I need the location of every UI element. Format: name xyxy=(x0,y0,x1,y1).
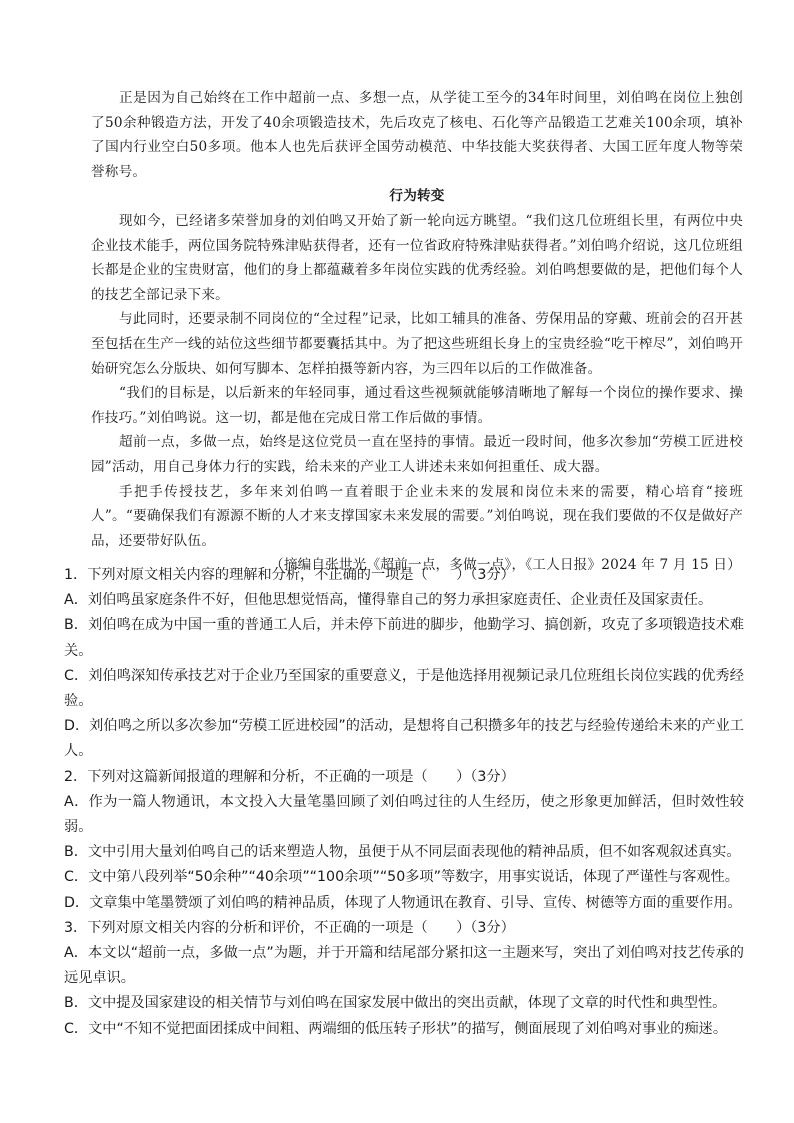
question-option: A．作为一篇人物通讯，本文投入大量笔墨回顾了刘伯鸣过往的人生经历，使之形象更加鲜活，但时效性较弱。 xyxy=(64,793,744,836)
question-option: B．刘伯鸣在成为中国一重的普通工人后，并未停下前进的脚步，他勤学习、搞创新，攻克了多项锻造技术难关。 xyxy=(64,617,744,659)
section-subheading: 行为转变 xyxy=(389,188,445,205)
article-paragraph: 手把手传授技艺，多年来刘伯鸣一直着眼于企业未来的发展和岗位未来的需要，精心培育“接班人”。“要确保我们有源源不断的人才来支撑国家未来发展的需要。”刘伯鸣说，现在我们要做的不仅是做好产品，还要带好队伍。 xyxy=(91,483,743,549)
question-option: A．刘伯鸣虽家庭条件不好，但他思想觉悟高，懂得靠自己的努力承担家庭责任、企业责任及国家责任。 xyxy=(64,592,713,609)
article-paragraph: 超前一点，多做一点，始终是这位党员一直在坚持的事情。最近一段时间，他多次参加“劳模工匠进校园”活动，用自己身体力行的实践，给未来的产业工人讲述未来如何担重任、成大器。 xyxy=(91,434,743,475)
question-option: C．刘伯鸣深知传承技艺对于企业乃至国家的重要意义，于是他选择用视频记录几位班组长岗位实践的优秀经验。 xyxy=(64,667,744,710)
article-section xyxy=(91,86,743,578)
question-option: D．文章集中笔墨赞颂了刘伯鸣的精神品质，体现了人物通讯在教育、引导、宣传、树德等方面的重要作用。 xyxy=(64,894,742,911)
article-source: （摘编自张世光《超前一点，多做一点》，《工人日报》2024 年 7 月 15 日） xyxy=(270,557,741,574)
questions-section xyxy=(64,563,744,1042)
question-option: B．文中提及国家建设的相关情节与刘伯鸣在国家发展中做出的突出贡献，体现了文章的时代性和典型性。 xyxy=(64,995,727,1012)
question-option: D．刘伯鸣之所以多次参加“劳模工匠进校园”的活动，是想将自己积攒多年的技艺与经验传递给未来的产业工人。 xyxy=(64,718,744,760)
article-paragraph: “我们的目标是，以后新来的年轻同事，通过看这些视频就能够清晰地了解每一个岗位的操作要求、操作技巧。”刘伯鸣说。这一切，都是他在完成日常工作后做的事情。 xyxy=(91,385,743,426)
question-option: C．文中第八段列举“50余种”“40余项”“100余项”“50多项”等数字，用事实说话，体现了严谨性与客观性。 xyxy=(64,869,739,886)
question-stem: 1．下列对原文相关内容的理解和分析，不正确的一项是（ ）（3分） xyxy=(64,567,515,583)
question-option: A．本文以“超前一点，多做一点”为题，并于开篇和结尾部分紧扣这一主题来写，突出了刘伯鸣对技艺传承的远见卓识。 xyxy=(64,945,744,987)
question-stem: 3．下列对原文相关内容的分析和评价，不正确的一项是（ ）（3分） xyxy=(64,919,515,936)
question-option: B．文中引用大量刘伯鸣自己的话来塑造人物，虽便于从不同层面表现他的精神品质，但不如客观叙述真实。 xyxy=(64,844,741,861)
article-paragraph: 与此同时，还要录制不同岗位的“全过程”记录，比如工辅具的准备、劳保用品的穿戴、班前会的召开甚至包括在生产一线的站位这些细节都要囊括其中。为了把这些班组长身上的宝贵经验“吃干榨尽”，刘伯鸣开始研究怎么分版块、如何写脚本、怎样拍摄等新内容，为三四年以后的工作做准备。 xyxy=(91,311,743,377)
article-paragraph: 正是因为自己始终在工作中超前一点、多想一点，从学徒工至今的34年时间里，刘伯鸣在岗位上独创了50余种锻造方法，开发了40余项锻造技术，先后攻克了核电、石化等产品锻造工艺难关100余项，填补了国内行业空白50多项。他本人也先后获评全国劳动模范、中华技能大奖获得者、大国工匠年度人物等荣誉称号。 xyxy=(91,90,743,180)
article-paragraph: 现如今，已经诸多荣誉加身的刘伯鸣又开始了新一轮向远方眺望。“我们这几位班组长里，有两位中央企业技术能手，两位国务院特殊津贴获得者，还有一位省政府特殊津贴获得者。”刘伯鸣介绍说，这几位班组长都是企业的宝贵财富，他们的身上都蕴藏着多年岗位实践的优秀经验。刘伯鸣想要做的是，把他们每个人的技艺全部记录下来。 xyxy=(91,212,743,303)
question-stem: 2．下列对这篇新闻报道的理解和分析，不正确的一项是（ ）（3分） xyxy=(64,768,515,785)
question-option: C．文中“不知不觉把面团揉成中间粗、两端细的低压转子形状”的描写，侧面展现了刘伯鸣对事业的痴迷。 xyxy=(64,1020,728,1037)
